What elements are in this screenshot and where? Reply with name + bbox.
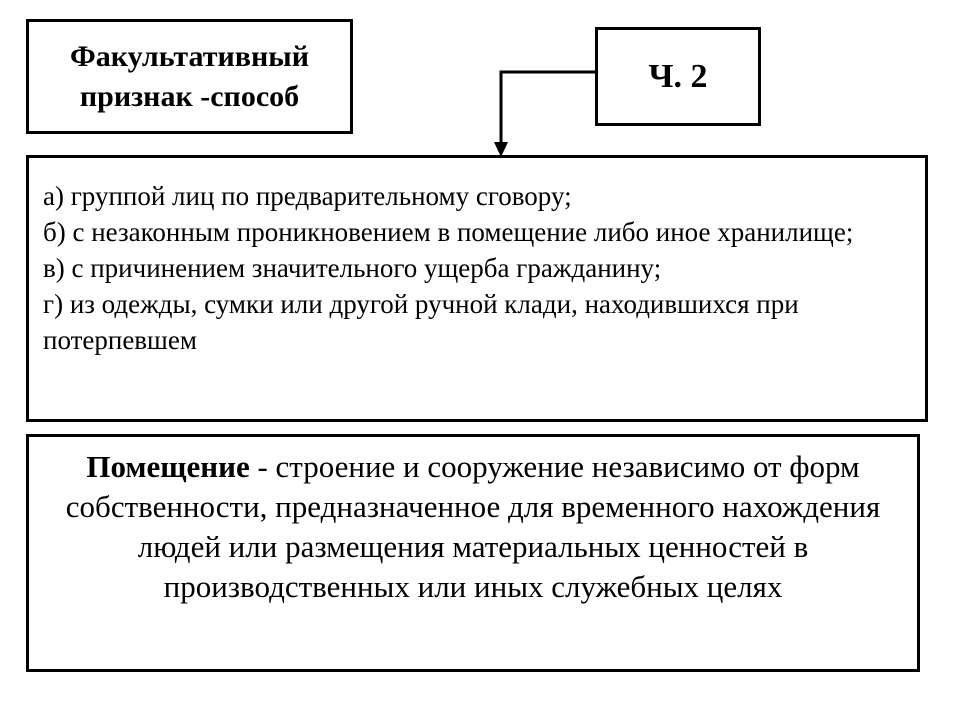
method-item-a: а) группой лиц по предварительному сговору; [43,181,572,211]
method-item-g: г) из одежды, сумки или другой ручной клади, находившихся при потерпевшем [43,289,799,355]
method-item-v: в) с причинением значительного ущерба гражданину; [43,253,662,283]
connector-line [501,72,595,146]
title-line-2: признак -способ [79,79,300,113]
definition-text: - строение и сооружение независимо от форм собственности, предназначенное для временного нахождения людей или размещения материальных ценностей в производственных или иных служебных целях [65,449,881,604]
methods-list-box [26,155,928,422]
part-2-label: Ч. 2 [648,57,708,95]
definition-term: Помещение [86,449,250,484]
title-line-1: Факультативный [70,39,309,73]
method-item-b: б) с незаконным проникновением в помещение либо иное хранилище; [43,217,854,247]
definition-box [26,434,920,672]
